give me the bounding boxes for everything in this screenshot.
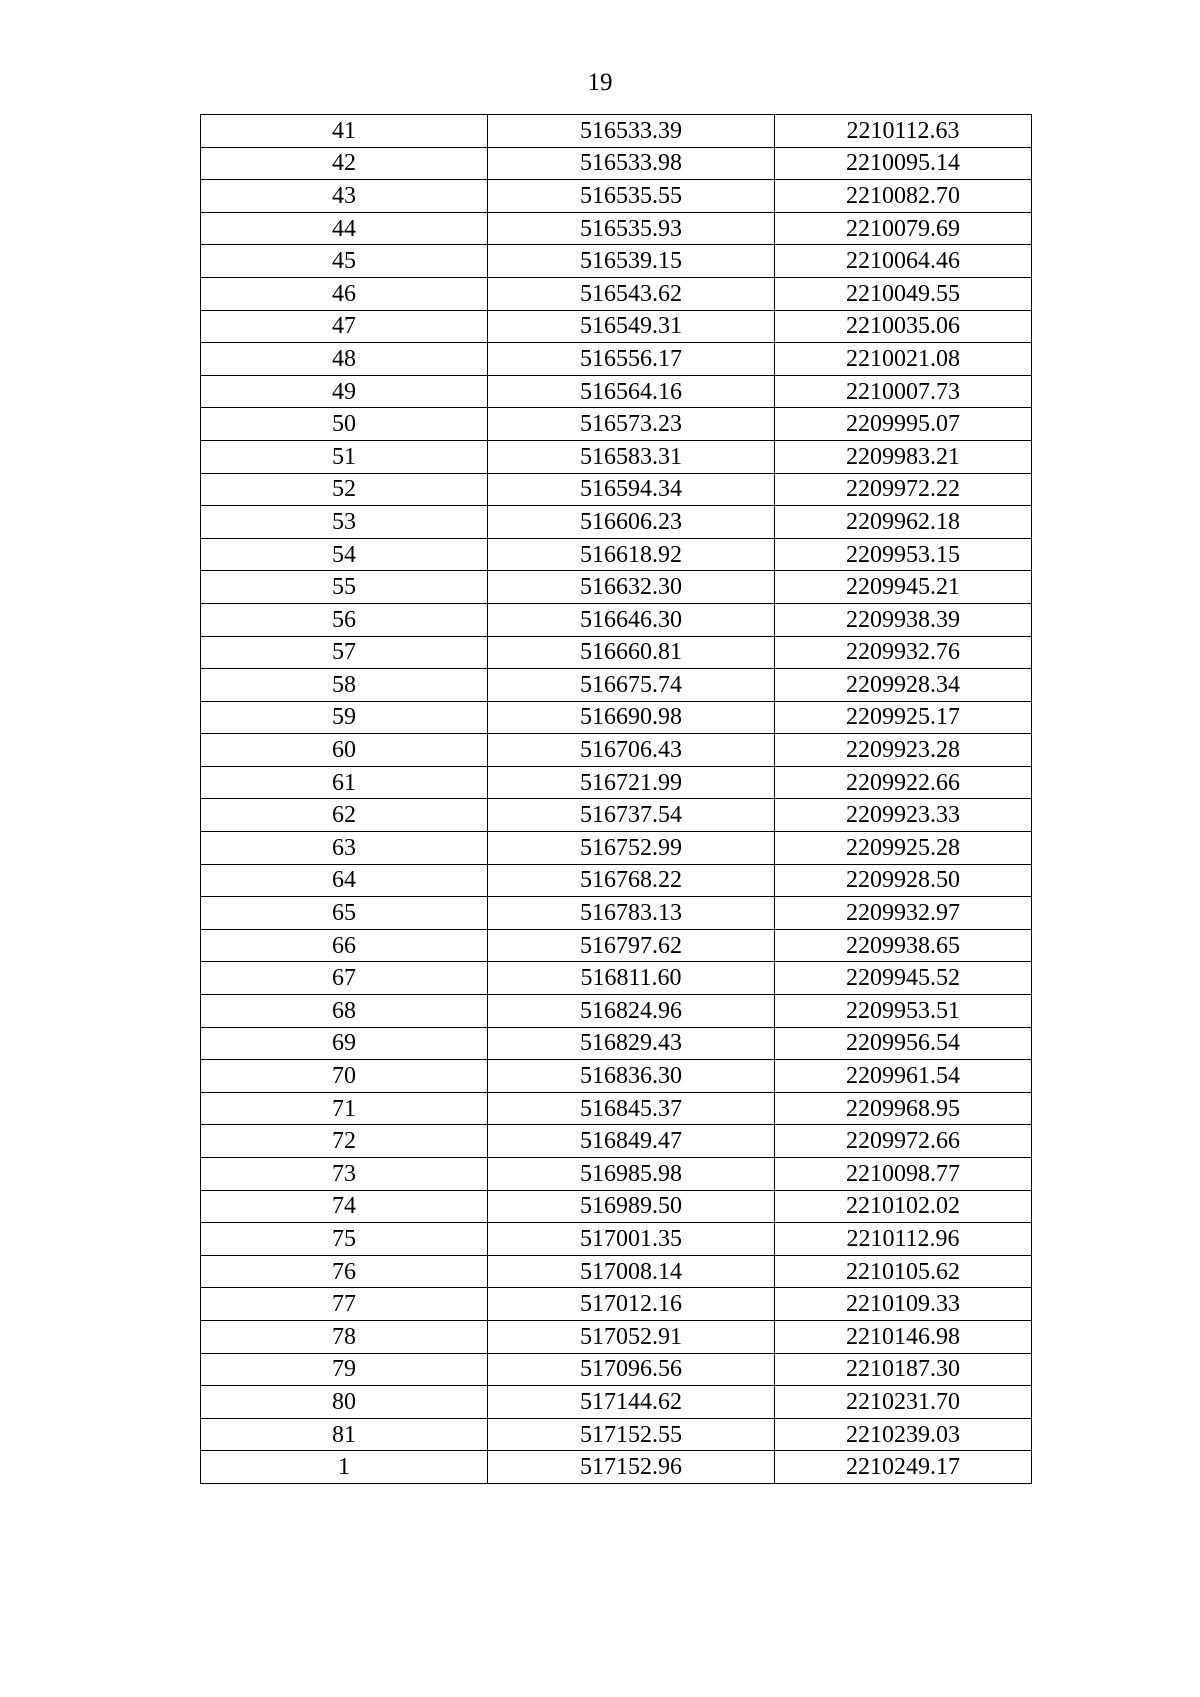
table-row (201, 1027, 1032, 1060)
x-coordinate-cell: 516811.60 (488, 962, 775, 995)
table-row (201, 538, 1032, 571)
table-row (201, 1353, 1032, 1386)
table-row (201, 147, 1032, 180)
coordinates-table (200, 114, 1032, 1484)
x-coordinate-cell: 516675.74 (488, 669, 775, 702)
y-coordinate-cell: 2210049.55 (775, 277, 1032, 310)
table-row (201, 799, 1032, 832)
x-coordinate-cell: 516752.99 (488, 832, 775, 865)
y-coordinate-cell: 2210095.14 (775, 147, 1032, 180)
table-row (201, 1223, 1032, 1256)
point-number-cell: 49 (201, 375, 488, 408)
table-row (201, 1190, 1032, 1223)
table-row (201, 1158, 1032, 1191)
x-coordinate-cell: 516533.39 (488, 115, 775, 148)
table-row (201, 864, 1032, 897)
table-row (201, 832, 1032, 865)
table-row (201, 1125, 1032, 1158)
x-coordinate-cell: 516533.98 (488, 147, 775, 180)
y-coordinate-cell: 2209953.51 (775, 995, 1032, 1028)
point-number-cell: 57 (201, 636, 488, 669)
y-coordinate-cell: 2209945.52 (775, 962, 1032, 995)
y-coordinate-cell: 2209972.22 (775, 473, 1032, 506)
point-number-cell: 65 (201, 897, 488, 930)
y-coordinate-cell: 2210231.70 (775, 1386, 1032, 1419)
y-coordinate-cell: 2209968.95 (775, 1092, 1032, 1125)
table-row (201, 766, 1032, 799)
table-row (201, 115, 1032, 148)
y-coordinate-cell: 2210105.62 (775, 1255, 1032, 1288)
y-coordinate-cell: 2209928.34 (775, 669, 1032, 702)
x-coordinate-cell: 516737.54 (488, 799, 775, 832)
x-coordinate-cell: 517001.35 (488, 1223, 775, 1256)
table-row (201, 1451, 1032, 1484)
table-row (201, 1320, 1032, 1353)
y-coordinate-cell: 2210112.63 (775, 115, 1032, 148)
y-coordinate-cell: 2209923.28 (775, 734, 1032, 767)
y-coordinate-cell: 2210021.08 (775, 343, 1032, 376)
point-number-cell: 41 (201, 115, 488, 148)
x-coordinate-cell: 517052.91 (488, 1320, 775, 1353)
y-coordinate-cell: 2210079.69 (775, 212, 1032, 245)
x-coordinate-cell: 516829.43 (488, 1027, 775, 1060)
point-number-cell: 50 (201, 408, 488, 441)
x-coordinate-cell: 516543.62 (488, 277, 775, 310)
coordinates-table-body (201, 115, 1032, 1484)
point-number-cell: 74 (201, 1190, 488, 1223)
y-coordinate-cell: 2209932.76 (775, 636, 1032, 669)
y-coordinate-cell: 2209961.54 (775, 1060, 1032, 1093)
point-number-cell: 58 (201, 669, 488, 702)
table-row (201, 734, 1032, 767)
point-number-cell: 43 (201, 180, 488, 213)
table-row (201, 245, 1032, 278)
x-coordinate-cell: 516594.34 (488, 473, 775, 506)
x-coordinate-cell: 517144.62 (488, 1386, 775, 1419)
table-row (201, 212, 1032, 245)
point-number-cell: 67 (201, 962, 488, 995)
x-coordinate-cell: 516706.43 (488, 734, 775, 767)
table-row (201, 1060, 1032, 1093)
y-coordinate-cell: 2209995.07 (775, 408, 1032, 441)
point-number-cell: 48 (201, 343, 488, 376)
point-number-cell: 73 (201, 1158, 488, 1191)
point-number-cell: 61 (201, 766, 488, 799)
x-coordinate-cell: 516797.62 (488, 929, 775, 962)
x-coordinate-cell: 516646.30 (488, 603, 775, 636)
table-row (201, 701, 1032, 734)
x-coordinate-cell: 516849.47 (488, 1125, 775, 1158)
table-row (201, 375, 1032, 408)
y-coordinate-cell: 2209938.39 (775, 603, 1032, 636)
y-coordinate-cell: 2210146.98 (775, 1320, 1032, 1353)
x-coordinate-cell: 516564.16 (488, 375, 775, 408)
point-number-cell: 80 (201, 1386, 488, 1419)
y-coordinate-cell: 2209956.54 (775, 1027, 1032, 1060)
x-coordinate-cell: 517008.14 (488, 1255, 775, 1288)
point-number-cell: 78 (201, 1320, 488, 1353)
y-coordinate-cell: 2210102.02 (775, 1190, 1032, 1223)
x-coordinate-cell: 516690.98 (488, 701, 775, 734)
x-coordinate-cell: 517152.96 (488, 1451, 775, 1484)
x-coordinate-cell: 516573.23 (488, 408, 775, 441)
x-coordinate-cell: 516632.30 (488, 571, 775, 604)
y-coordinate-cell: 2210187.30 (775, 1353, 1032, 1386)
table-row (201, 571, 1032, 604)
point-number-cell: 79 (201, 1353, 488, 1386)
point-number-cell: 71 (201, 1092, 488, 1125)
x-coordinate-cell: 516783.13 (488, 897, 775, 930)
point-number-cell: 54 (201, 538, 488, 571)
y-coordinate-cell: 2210007.73 (775, 375, 1032, 408)
y-coordinate-cell: 2209932.97 (775, 897, 1032, 930)
point-number-cell: 45 (201, 245, 488, 278)
table-row (201, 473, 1032, 506)
x-coordinate-cell: 516618.92 (488, 538, 775, 571)
table-row (201, 277, 1032, 310)
x-coordinate-cell: 516768.22 (488, 864, 775, 897)
y-coordinate-cell: 2210112.96 (775, 1223, 1032, 1256)
y-coordinate-cell: 2209945.21 (775, 571, 1032, 604)
table-row (201, 1092, 1032, 1125)
table-row (201, 603, 1032, 636)
point-number-cell: 46 (201, 277, 488, 310)
point-number-cell: 42 (201, 147, 488, 180)
x-coordinate-cell: 516824.96 (488, 995, 775, 1028)
y-coordinate-cell: 2210239.03 (775, 1418, 1032, 1451)
point-number-cell: 55 (201, 571, 488, 604)
table-row (201, 669, 1032, 702)
y-coordinate-cell: 2209925.17 (775, 701, 1032, 734)
y-coordinate-cell: 2210035.06 (775, 310, 1032, 343)
point-number-cell: 52 (201, 473, 488, 506)
point-number-cell: 69 (201, 1027, 488, 1060)
table-row (201, 343, 1032, 376)
point-number-cell: 44 (201, 212, 488, 245)
point-number-cell: 63 (201, 832, 488, 865)
x-coordinate-cell: 517012.16 (488, 1288, 775, 1321)
table-row (201, 408, 1032, 441)
y-coordinate-cell: 2209938.65 (775, 929, 1032, 962)
point-number-cell: 56 (201, 603, 488, 636)
point-number-cell: 81 (201, 1418, 488, 1451)
x-coordinate-cell: 516721.99 (488, 766, 775, 799)
y-coordinate-cell: 2210064.46 (775, 245, 1032, 278)
point-number-cell: 68 (201, 995, 488, 1028)
y-coordinate-cell: 2209962.18 (775, 506, 1032, 539)
y-coordinate-cell: 2210098.77 (775, 1158, 1032, 1191)
x-coordinate-cell: 516660.81 (488, 636, 775, 669)
table-row (201, 1255, 1032, 1288)
point-number-cell: 60 (201, 734, 488, 767)
y-coordinate-cell: 2209928.50 (775, 864, 1032, 897)
point-number-cell: 75 (201, 1223, 488, 1256)
point-number-cell: 66 (201, 929, 488, 962)
y-coordinate-cell: 2209925.28 (775, 832, 1032, 865)
point-number-cell: 72 (201, 1125, 488, 1158)
x-coordinate-cell: 516989.50 (488, 1190, 775, 1223)
x-coordinate-cell: 516535.93 (488, 212, 775, 245)
page-number: 19 (587, 69, 613, 96)
x-coordinate-cell: 516606.23 (488, 506, 775, 539)
table-row (201, 897, 1032, 930)
point-number-cell: 70 (201, 1060, 488, 1093)
x-coordinate-cell: 516845.37 (488, 1092, 775, 1125)
table-row (201, 995, 1032, 1028)
y-coordinate-cell: 2209923.33 (775, 799, 1032, 832)
point-number-cell: 47 (201, 310, 488, 343)
x-coordinate-cell: 516556.17 (488, 343, 775, 376)
y-coordinate-cell: 2210249.17 (775, 1451, 1032, 1484)
point-number-cell: 1 (201, 1451, 488, 1484)
y-coordinate-cell: 2210109.33 (775, 1288, 1032, 1321)
point-number-cell: 59 (201, 701, 488, 734)
table-row (201, 506, 1032, 539)
point-number-cell: 77 (201, 1288, 488, 1321)
table-row (201, 440, 1032, 473)
table-row (201, 180, 1032, 213)
x-coordinate-cell: 517152.55 (488, 1418, 775, 1451)
x-coordinate-cell: 516535.55 (488, 180, 775, 213)
y-coordinate-cell: 2209972.66 (775, 1125, 1032, 1158)
y-coordinate-cell: 2210082.70 (775, 180, 1032, 213)
y-coordinate-cell: 2209922.66 (775, 766, 1032, 799)
point-number-cell: 53 (201, 506, 488, 539)
table-row (201, 929, 1032, 962)
x-coordinate-cell: 517096.56 (488, 1353, 775, 1386)
table-row (201, 636, 1032, 669)
table-row (201, 310, 1032, 343)
point-number-cell: 64 (201, 864, 488, 897)
x-coordinate-cell: 516985.98 (488, 1158, 775, 1191)
table-row (201, 1288, 1032, 1321)
y-coordinate-cell: 2209983.21 (775, 440, 1032, 473)
x-coordinate-cell: 516583.31 (488, 440, 775, 473)
x-coordinate-cell: 516539.15 (488, 245, 775, 278)
table-row (201, 1418, 1032, 1451)
table-row (201, 962, 1032, 995)
point-number-cell: 62 (201, 799, 488, 832)
y-coordinate-cell: 2209953.15 (775, 538, 1032, 571)
point-number-cell: 51 (201, 440, 488, 473)
point-number-cell: 76 (201, 1255, 488, 1288)
x-coordinate-cell: 516549.31 (488, 310, 775, 343)
table-row (201, 1386, 1032, 1419)
x-coordinate-cell: 516836.30 (488, 1060, 775, 1093)
